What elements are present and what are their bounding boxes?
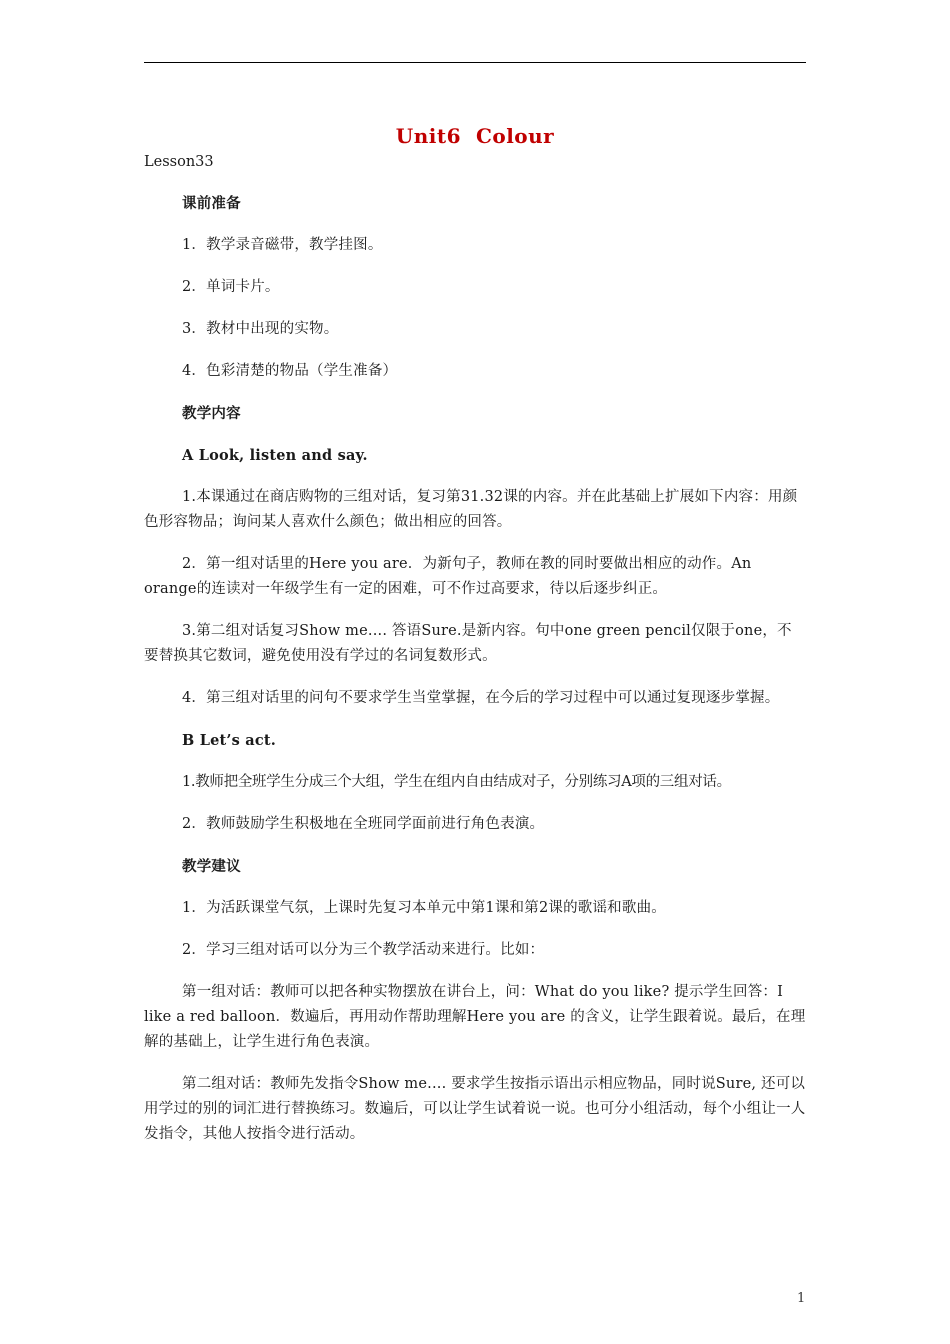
part-a-paragraph-1: 1.本课通过在商店购物的三组对话，复习第31.32课的内容。并在此基础上扩展如下内容：用颜色形容物品；询问某人喜欢什么颜色；做出相应的回答。 xyxy=(144,489,798,530)
part-b-paragraph-2: 2．教师鼓励学生积极地在全班同学面前进行角色表演。 xyxy=(182,816,545,832)
part-a-paragraph-2: 2．第一组对话里的Here you are．为新句子，教师在教的同时要做出相应的动作。An orange的连读对一年级学生有一定的困难，可不作过高要求，待以后逐步纠正。 xyxy=(144,556,752,597)
suggestions-heading: 教学建议 xyxy=(182,858,241,875)
part-a-heading: A Look, listen and say. xyxy=(182,447,368,464)
suggestion-paragraph-2: 2．学习三组对话可以分为三个教学活动来进行。比如： xyxy=(182,942,545,958)
suggestion-paragraph-4: 第二组对话：教师先发指令Show me.... 要求学生按指示语出示相应物品，同时说Sure, 还可以用学过的别的词汇进行替换练习。数遍后，可以让学生试着说一说。也可分小组活动，每个小组让一人发指令，其他人按指令进行活动。 xyxy=(144,1076,806,1142)
content-heading: 教学内容 xyxy=(182,405,241,422)
part-a-paragraph-4: 4．第三组对话里的问句不要求学生当堂掌握，在今后的学习过程中可以通过复现逐步掌握。 xyxy=(182,690,780,706)
prep-heading: 课前准备 xyxy=(182,195,241,212)
part-b-heading: B Let’s act. xyxy=(182,732,277,749)
document-body xyxy=(144,150,806,1147)
part-a-paragraph-3: 3.第二组对话复习Show me.... 答语Sure.是新内容。句中one green pencil仅限于one，不要替换其它数词，避免使用没有学过的名词复数形式。 xyxy=(144,623,792,664)
suggestion-paragraph-3: 第一组对话：教师可以把各种实物摆放在讲台上，问：What do you like? 提示学生回答：I like a red balloon．数遍后，再用动作帮助理解Here you are 的含义，让学生跟着说。最后，在理解的基础上，让学生进行角色表演。 xyxy=(144,984,806,1050)
lesson-label: Lesson33 xyxy=(144,154,214,170)
part-b-paragraph-1: 1.教师把全班学生分成三个大组，学生在组内自由结成对子，分别练习A项的三组对话。 xyxy=(182,774,731,790)
suggestion-paragraph-1: 1．为活跃课堂气氛，上课时先复习本单元中第1课和第2课的歌谣和歌曲。 xyxy=(182,900,666,916)
prep-item-4: 4．色彩清楚的物品（学生准备） xyxy=(182,363,398,379)
prep-item-1: 1．教学录音磁带，教学挂图。 xyxy=(182,237,383,253)
page-number: 1 xyxy=(797,1291,806,1306)
prep-item-2: 2．单词卡片。 xyxy=(182,279,280,295)
unit-title: Unit6 Colour xyxy=(395,124,555,148)
prep-item-3: 3．教材中出现的实物。 xyxy=(182,321,339,337)
header-rule xyxy=(144,62,806,63)
